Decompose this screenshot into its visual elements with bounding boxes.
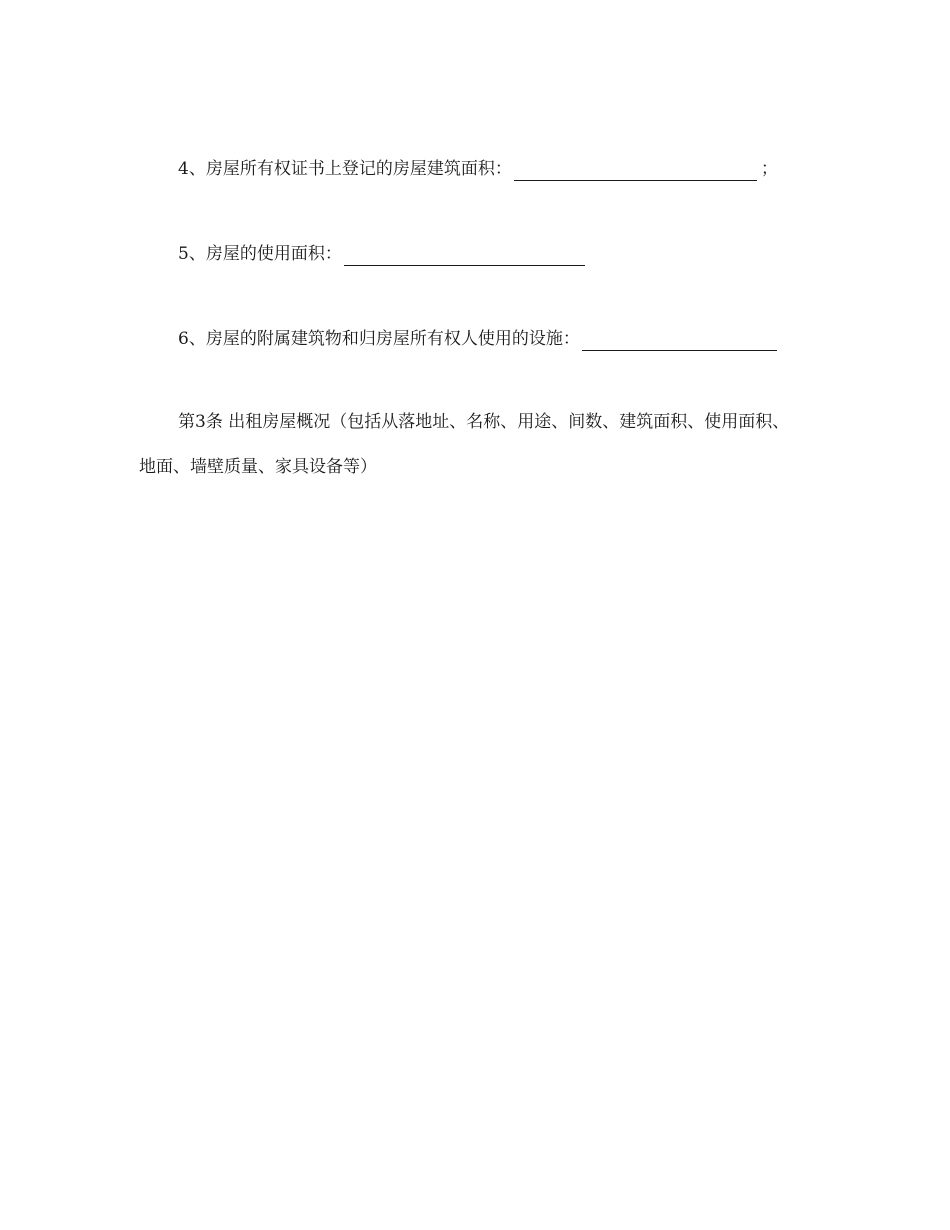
item-5-usable-area: [178, 242, 585, 266]
item-4-floor-area: [178, 157, 778, 181]
item-4-suffix: ；: [760, 159, 778, 179]
article-3-line-2: 地面、墙壁质量、家具设备等）: [139, 457, 377, 477]
article-3-line-1: 第3条 出租房屋概况（包括从落地址、名称、用途、间数、建筑面积、使用面积、: [178, 412, 790, 432]
item-6-label: 6、房屋的附属建筑物和归房屋所有权人使用的设施：: [178, 329, 580, 349]
item-4-label: 4、房屋所有权证书上登记的房屋建筑面积：: [178, 159, 512, 179]
item-5-fill-blank[interactable]: [344, 247, 585, 266]
item-4-fill-blank[interactable]: [514, 162, 757, 181]
item-5-label: 5、房屋的使用面积：: [178, 244, 342, 264]
item-6-facilities: [178, 327, 777, 351]
item-6-fill-blank[interactable]: [582, 332, 777, 351]
